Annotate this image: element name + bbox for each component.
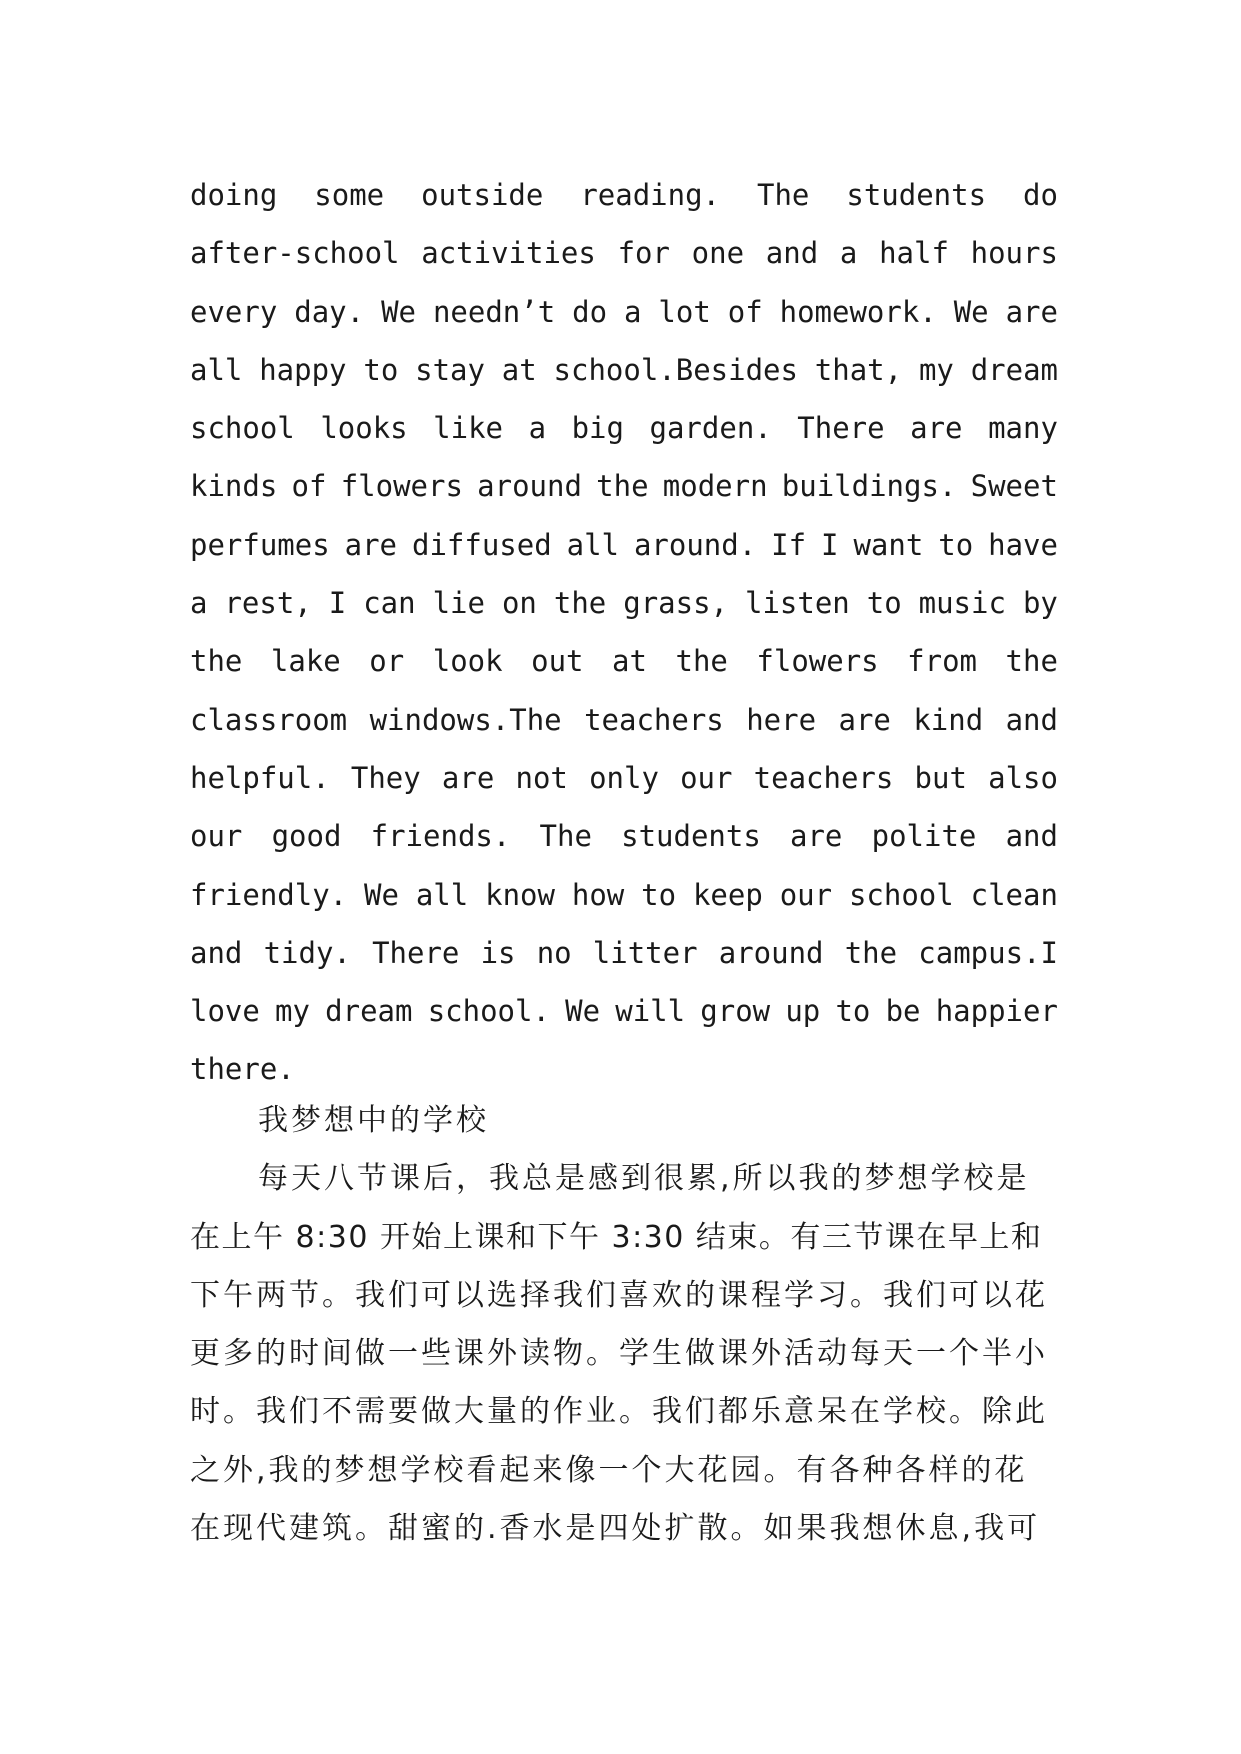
word: I [821,527,839,562]
word: I [328,586,347,621]
chinese-line: 下午两节。我们可以选择我们喜欢的课程学习。我们可以花 [190,1277,1048,1313]
word: classroom [190,702,348,737]
english-line [190,516,1058,574]
word: looks [320,411,408,446]
word: and [1005,819,1058,854]
word: will [615,994,686,1029]
word: kinds [190,469,278,504]
word: all [566,527,620,562]
word: can [363,586,416,621]
word: know [485,877,555,912]
word: to [363,352,399,387]
word: look [432,644,503,679]
word: be [885,994,921,1029]
word: The [539,819,592,854]
english-line [190,341,1058,399]
word: school [848,877,954,912]
word: some [314,178,385,212]
word: windows.The [369,702,562,737]
word: We [953,294,989,329]
english-line [190,924,1058,982]
word: diffused [411,527,552,562]
chinese-line: 每天八节课后，我总是感到很累,所以我的梦想学校是 [258,1161,1030,1197]
word: good [271,819,342,854]
english-line [190,166,1058,224]
word: doing [190,178,278,212]
word: half [879,236,949,271]
word: to [866,586,902,621]
chinese-title: 我梦想中的学校 [258,1103,489,1138]
word: around [477,469,582,504]
word: my [275,994,310,1029]
word: only [589,760,659,795]
word: hours [970,236,1058,271]
english-line [190,749,1058,807]
word: We [565,994,601,1029]
english-line [190,866,1058,924]
word: but [914,760,967,795]
word: are [441,760,495,795]
word: We [364,877,399,912]
word: outside [421,178,544,212]
word: every [190,294,278,329]
word: flowers [340,469,463,504]
word: up [785,994,821,1029]
english-line [190,632,1058,690]
word: reading. [580,178,721,212]
word: the [596,469,649,504]
english-line [190,283,1058,341]
word: school.Besides [553,352,798,387]
word: and [1005,702,1058,737]
word: have [988,527,1058,562]
word: the [1005,644,1058,679]
word: There [797,411,885,446]
english-essay [190,166,1058,1099]
word: rest, [224,586,312,621]
word: after-school [190,236,400,271]
word: all [415,877,469,912]
word: do [572,294,608,329]
word: are [790,819,843,854]
word: kind [913,702,984,737]
word: helpful. [190,760,330,795]
word: activities [421,236,596,271]
word: from [907,644,978,679]
word: grass, [623,586,728,621]
word: We [381,294,416,329]
chinese-translation [190,1092,1058,1558]
word: one [691,236,745,271]
english-line [190,574,1058,632]
word: here [746,702,817,737]
word: stay [415,352,485,387]
word: needn’t [432,294,556,329]
word: is [480,935,516,970]
word: dream [325,994,413,1029]
word: music [918,586,1006,621]
english-line [190,982,1058,1040]
word: listen [744,586,850,621]
word: polite [871,819,977,854]
word: no [536,935,572,970]
word: keep [692,877,763,912]
word: friendly. [190,877,348,912]
word: and [190,935,243,970]
word: my [918,352,954,387]
word: are [838,702,891,737]
word: lake [270,644,341,679]
word: If [771,527,807,562]
word: our [190,819,243,854]
word: Sweet [970,469,1058,504]
word: at [612,644,647,679]
word: friends. [370,819,511,854]
word: do [1023,178,1058,212]
word: teachers [584,702,724,737]
word: our [680,760,733,795]
word: students [621,819,761,854]
chinese-line: 更多的时间做一些课外读物。学生做课外活动每天一个半小 [190,1336,1048,1372]
word: all [190,352,243,387]
word: not [515,760,568,795]
word: are [344,527,398,562]
word: are [910,411,963,446]
word: big [571,411,624,446]
word: the [675,644,728,679]
english-line [190,457,1058,515]
word: that, [814,352,903,387]
word: dream [970,352,1058,387]
word: grow [700,994,771,1029]
word: and [765,236,819,271]
word: of [727,294,763,329]
word: are [1005,294,1058,329]
word: how [571,877,625,912]
word: our [779,877,833,912]
word: by [1022,586,1058,621]
word: clean [970,877,1058,912]
word: garden. [649,411,772,446]
word: to [641,877,677,912]
word: a [190,586,208,621]
word: flowers [756,644,879,679]
word: happier [935,994,1058,1029]
word: on [501,586,537,621]
word: They [350,760,421,795]
word: out [531,644,584,679]
word: modern [662,469,768,504]
english-line [190,807,1058,865]
word: like [433,411,504,446]
chinese-line: 在现代建筑。甜蜜的.香水是四处扩散。如果我想休息,我可 [190,1511,1041,1547]
word: lie [432,586,485,621]
word: around. [633,527,757,562]
chinese-line: 在上午 8:30 开始上课和下午 3:30 结束。有三节课在早上和 [190,1219,1043,1255]
word: The [757,178,810,212]
word: There [372,935,460,970]
word: love [190,994,260,1029]
word: school [190,411,295,446]
word: teachers [753,760,894,795]
word: the [553,586,607,621]
word: also [988,760,1058,795]
word: the [844,935,898,970]
english-line [190,224,1058,282]
word: many [988,411,1058,446]
english-line: there. [190,1052,295,1087]
word: tidy. [263,935,351,970]
word: campus.I [918,935,1058,970]
word: happy [259,352,347,387]
chinese-line: 时。我们不需要做大量的作业。我们都乐意呆在学校。除此 [190,1394,1048,1430]
english-line [190,691,1058,749]
word: day. [294,294,365,329]
word: around [718,935,824,970]
word: to [938,527,974,562]
word: litter [592,935,698,970]
word: homework. [779,294,937,329]
word: buildings. [781,469,957,504]
word: students [846,178,987,212]
word: the [190,644,243,679]
word: for [617,236,670,271]
word: a [839,236,858,271]
chinese-line: 之外,我的梦想学校看起来像一个大花园。有各种各样的花 [190,1452,1028,1488]
word: lot [658,294,711,329]
word: a [528,411,547,446]
word: a [623,294,642,329]
word: at [501,352,537,387]
word: want [853,527,924,562]
word: perfumes [190,527,330,562]
word: to [835,994,871,1029]
word: school. [427,994,550,1029]
word: of [291,469,327,504]
english-line [190,399,1058,457]
word: or [369,644,405,679]
